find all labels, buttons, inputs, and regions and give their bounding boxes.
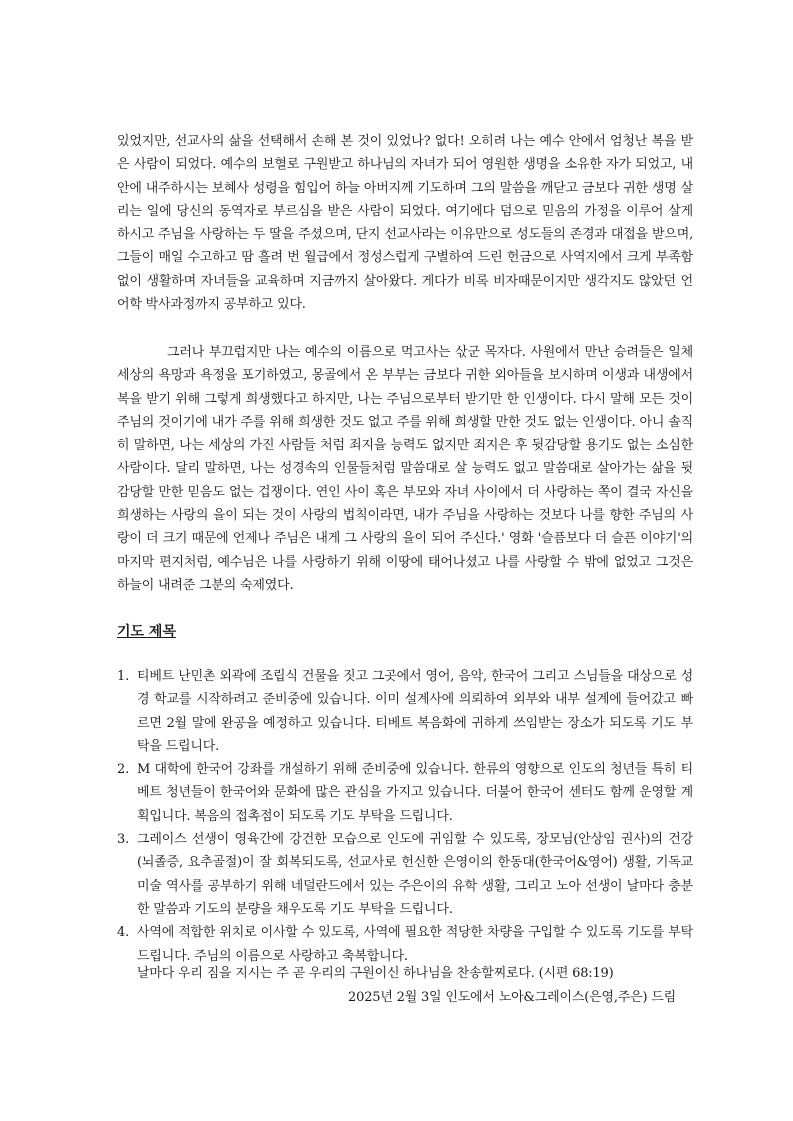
prayer-item-4 (117, 921, 693, 968)
closing-verse: 날마다 우리 짐을 지시는 주 곧 우리의 구원이신 하나님을 찬송할찌로다. (시편 68:19) (137, 966, 614, 981)
signature-line: 2025년 2월 3일 인도에서 노아&그레이스(은영,주은) 드림 (348, 990, 676, 1005)
prayer-item-text: 그레이스 선생이 영육간에 강건한 모습으로 인도에 귀임할 수 있도록, 장모님(안상임 권사)의 건강(뇌졸증, 요추골절)이 잘 회복되도록, 선교사로 헌신한 은영이의 한동대(한국어&영어) 생활, 기독교 미술 역사를 공부하기 위해 네덜란드에서 있는 주은이의 유학 생활, 그리고 노아 선생이 날마다 충분한 말씀과 기도의 분량을 채우도록 기도 부탁을 드립니다. (137, 832, 693, 917)
prayer-item-number: 2. (117, 762, 130, 778)
prayer-item-2 (117, 758, 693, 828)
body-paragraph-1: 있었지만, 선교사의 삶을 선택해서 손해 본 것이 있었나? 없다! 오히려 나는 예수 안에서 엄청난 복을 받은 사람이 되었다. 예수의 보혈로 구원받고 하나님의 자녀가 되어 영원한 생명을 소유한 자가 되었고, 내 안에 내주하시는 보혜사 성령을 힘입어 하늘 아버지께 기도하며 그의 말씀을 깨닫고 금보다 귀한 생명 살리는 일에 당신의 동역자로 부르심을 받은 사람이 되었다. 여기에다 덤으로 믿음의 가정을 이루어 살게 하시고 주님을 사랑하는 두 딸을 주셨으며, 단지 선교사라는 이유만으로 성도들의 존경과 대접을 받으며, 그들이 매일 수고하고 땀 흘려 번 월급에서 정성스럽게 구별하여 드린 헌금으로 사역지에서 크게 부족함 없이 생활하며 자녀들을 교육하며 지금까지 살아왔다. 게다가 비록 비자때문이지만 생각지도 않았던 언어학 박사과정까지 공부하고 있다. (117, 134, 693, 313)
prayer-item-1 (117, 665, 693, 758)
prayer-item-number: 1. (117, 669, 130, 684)
prayer-item-3 (117, 828, 693, 921)
prayer-heading: 기도 제목 (117, 624, 176, 640)
prayer-item-number: 4. (117, 925, 130, 941)
prayer-item-text: 티베트 난민촌 외곽에 조립식 건물을 짓고 그곳에서 영어, 음악, 한국어 그리고 스님들을 대상으로 성경 학교를 시작하려고 준비중에 있습니다. 이미 설계사에 의뢰하여 외부와 내부 설계에 들어갔고 빠르면 2월 말에 완공을 예정하고 있습니다. 티베트 복음화에 귀하게 쓰임받는 장소가 되도록 기도 부탁을 드립니다. (137, 669, 693, 754)
prayer-item-text: M 대학에 한국어 강좌를 개설하기 위해 준비중에 있습니다. 한류의 영향으로 인도의 청년들 특히 티베트 청년들이 한국어와 문화에 많은 관심을 가지고 있습니다. 더불어 한국어 센터도 함께 운영할 계획입니다. 복음의 접촉점이 되도록 기도 부탁을 드립니다. (137, 762, 693, 824)
prayer-list (117, 665, 693, 968)
prayer-item-text: 사역에 적합한 위치로 이사할 수 있도록, 사역에 필요한 적당한 차량을 구입할 수 있도록 기도를 부탁드립니다. 주님의 이름으로 사랑하고 축복합니다. (137, 925, 693, 964)
body-paragraph-2: 그러나 부끄럽지만 나는 예수의 이름으로 먹고사는 삯군 목자다. 사원에서 만난 승려들은 일체 세상의 욕망과 욕정을 포기하였고, 몽골에서 온 부부는 금보다 귀한 외아들을 보시하며 이생과 내생에서 복을 받기 위해 그렇게 희생했다고 하지만, 나는 주님으로부터 받기만 한 인생이다. 다시 말해 모든 것이 주님의 것이기에 내가 주를 위해 희생한 것도 없고 주를 위해 희생할 만한 것도 없는 인생이다. 아니 솔직히 말하면, 나는 세상의 가진 사람들 처럼 죄지을 능력도 없지만 죄지은 후 뒷감당할 용기도 없는 소심한 사람이다. 달리 말하면, 나는 성경속의 인물들처럼 말씀대로 살 능력도 없고 말씀대로 살아가는 삶을 뒷감당할 만한 믿음도 없는 겁쟁이다. 연인 사이 혹은 부모와 자녀 사이에서 더 사랑하는 쪽이 결국 자신을 희생하는 사랑의 을이 되는 것이 사랑의 법칙이라면, 내가 주님을 사랑하는 것보다 나를 향한 주님의 사랑이 더 크기 때문에 언제나 주님은 내게 그 사랑의 을이 되어 주신다.' 영화 '슬픔보다 더 슬픈 이야기'의 마지막 편지처럼, 예수님은 나를 사랑하기 위해 이땅에 태어나셨고 나를 사랑할 수 밖에 없었고 그것은 하늘이 내려준 그분의 숙제였다. (117, 345, 693, 593)
prayer-item-number: 3. (117, 832, 130, 848)
